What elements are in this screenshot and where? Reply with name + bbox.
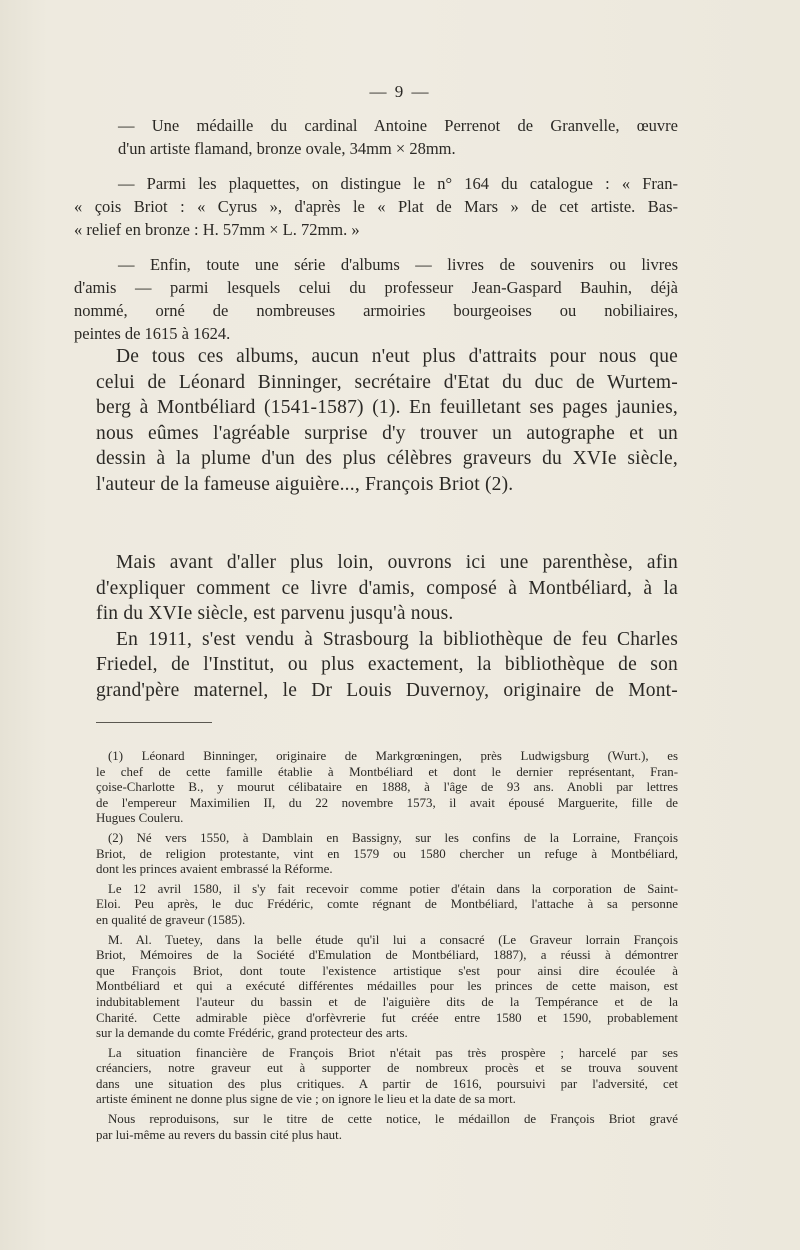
- text-line: Nous reproduisons, sur le titre de cette notice, le médaillon de François Briot gravé: [108, 1112, 678, 1127]
- text-line: grand'père maternel, le Dr Louis Duvernoy, originaire de Mont-: [96, 679, 678, 701]
- text-line: berg à Montbéliard (1541-1587) (1). En feuilletant ses pages jaunies,: [96, 397, 678, 418]
- text-line: M. Al. Tuetey, dans la belle étude qu'il lui a consacré (Le Graveur lorrain François: [108, 932, 678, 947]
- text-line: par lui-même au revers du bassin cité plus haut.: [96, 1127, 342, 1142]
- page-number: — 9 —: [369, 82, 431, 101]
- footnote-2-medallion: [96, 1112, 678, 1143]
- text-line: Mais avant d'aller plus loin, ouvrons ici une parenthèse, afin: [116, 552, 678, 573]
- paragraph-albums: [74, 253, 678, 345]
- text-line: de l'empereur Maximilien II, du 22 novembre 1573, il avait épousé Marguerite, fille de: [96, 795, 678, 810]
- footnote-2: [96, 831, 678, 878]
- text-line: dans une situation des plus critiques. A partir de 1616, poursuivi par l'adversité, cet: [96, 1076, 678, 1091]
- text-line: — Enfin, toute une série d'albums — livres de souvenirs ou livres: [118, 255, 678, 274]
- text-line: l'auteur de la fameuse aiguière..., François Briot (2).: [96, 473, 514, 495]
- text-line: nommé, orné de nombreuses armoiries bourgeoises ou nobiliaires,: [74, 301, 678, 320]
- text-line: — Parmi les plaquettes, on distingue le n° 164 du catalogue : « Fran-: [118, 174, 678, 193]
- text-line: çoise-Charlotte B., y mourut célibataire en 1888, à l'âge de 93 ans. Anobli par lettres: [96, 780, 678, 795]
- footnote-divider: [96, 722, 212, 723]
- text-line: De tous ces albums, aucun n'eut plus d'attraits pour nous que: [116, 346, 678, 367]
- text-line: Eloi. Peu après, le duc Frédéric, comte régnant de Montbéliard, l'attache à sa personne: [96, 897, 678, 912]
- text-line: Hugues Couleru.: [96, 811, 184, 826]
- text-line: — Une médaille du cardinal Antoine Perrenot de Granvelle, œuvre: [118, 116, 678, 135]
- text-line: fin du XVIe siècle, est parvenu jusqu'à nous.: [96, 603, 454, 624]
- catalogue-items: [74, 114, 678, 357]
- text-line: d'amis — parmi lesquels celui du professeur Jean-Gaspard Bauhin, déjà: [74, 278, 678, 297]
- text-line: Friedel, de l'Institut, ou plus exactement, la bibliothèque de son: [96, 654, 678, 675]
- text-line: dont les princes avaient embrassé la Réforme.: [96, 862, 333, 877]
- text-line: artiste éminent ne donne plus signe de vie ; on ignore le lieu et la date de sa mort.: [96, 1092, 516, 1107]
- paragraph-binninger: [96, 344, 678, 497]
- text-line: « çois Briot : « Cyrus », d'après le « Plat de Mars » de cet artiste. Bas-: [74, 197, 678, 216]
- text-line: le chef de cette famille établie à Montbéliard et dont le dernier représentant, Fran-: [96, 764, 678, 779]
- text-line: d'expliquer comment ce livre d'amis, composé à Montbéliard, à la: [96, 577, 678, 599]
- text-line: (1) Léonard Binninger, originaire de Markgrœningen, près Ludwigsburg (Wurt.), es: [108, 749, 678, 763]
- text-line: que François Briot, dont toute l'existence artistique s'est pour ainsi dire écoulée à: [96, 963, 678, 978]
- paragraph-plaquettes: [74, 172, 678, 241]
- footnote-1: [96, 749, 678, 827]
- text-line: Charité. Cette admirable pièce d'orfèvrerie fut créée entre 1580 et 1590, probablement: [96, 1010, 678, 1025]
- paragraph-medal: [96, 114, 678, 160]
- text-line: indubitablement l'auteur du bassin et de l'aiguière dits de la Tempérance et de la: [96, 994, 678, 1009]
- text-line: Montbéliard et qui a exécuté différentes médailles pour les princes de cette maison, est: [96, 979, 678, 994]
- footnote-2-finances: [96, 1046, 678, 1108]
- text-line: dessin à la plume d'un des plus célèbres graveurs du XVIe siècle,: [96, 448, 678, 469]
- paragraph-parenthesis: [96, 550, 678, 703]
- text-line: peintes de 1615 à 1624.: [74, 324, 231, 343]
- text-line: « relief en bronze : H. 57mm × L. 72mm. »: [74, 220, 360, 239]
- text-line: Le 12 avril 1580, il s'y fait recevoir comme potier d'étain dans la corporation de Saint-: [108, 881, 678, 896]
- text-line: La situation financière de François Briot n'était pas très prospère ; harcelé par ses: [108, 1045, 678, 1060]
- text-line: (2) Né vers 1550, à Damblain en Bassigny, sur les confins de la Lorraine, François: [108, 830, 678, 845]
- text-line: Briot, de religion protestante, vint en 1579 ou 1580 chercher un refuge à Montbéliard,: [96, 846, 678, 861]
- text-line: d'un artiste flamand, bronze ovale, 34mm × 28mm.: [118, 139, 456, 158]
- text-line: créanciers, notre graveur eut à supporter de nombreux procès et se trouva souvent: [96, 1061, 678, 1076]
- text-line: sur la demande du comte Frédéric, grand protecteur des arts.: [96, 1026, 408, 1041]
- text-line: En 1911, s'est vendu à Strasbourg la bibliothèque de feu Charles: [116, 628, 678, 650]
- text-line: en qualité de graveur (1585).: [96, 912, 246, 927]
- text-line: nous eûmes l'agréable surprise d'y trouver un autographe et un: [96, 422, 678, 444]
- footnote-2-tuetey: [96, 933, 678, 1042]
- footnotes: [96, 749, 678, 1147]
- text-line: Briot, Mémoires de la Société d'Emulation de Montbéliard, 1887), a réussi à démontrer: [96, 948, 678, 963]
- text-line: celui de Léonard Binninger, secrétaire d'Etat du duc de Wurtem-: [96, 371, 678, 393]
- footnote-2-cont: [96, 882, 678, 929]
